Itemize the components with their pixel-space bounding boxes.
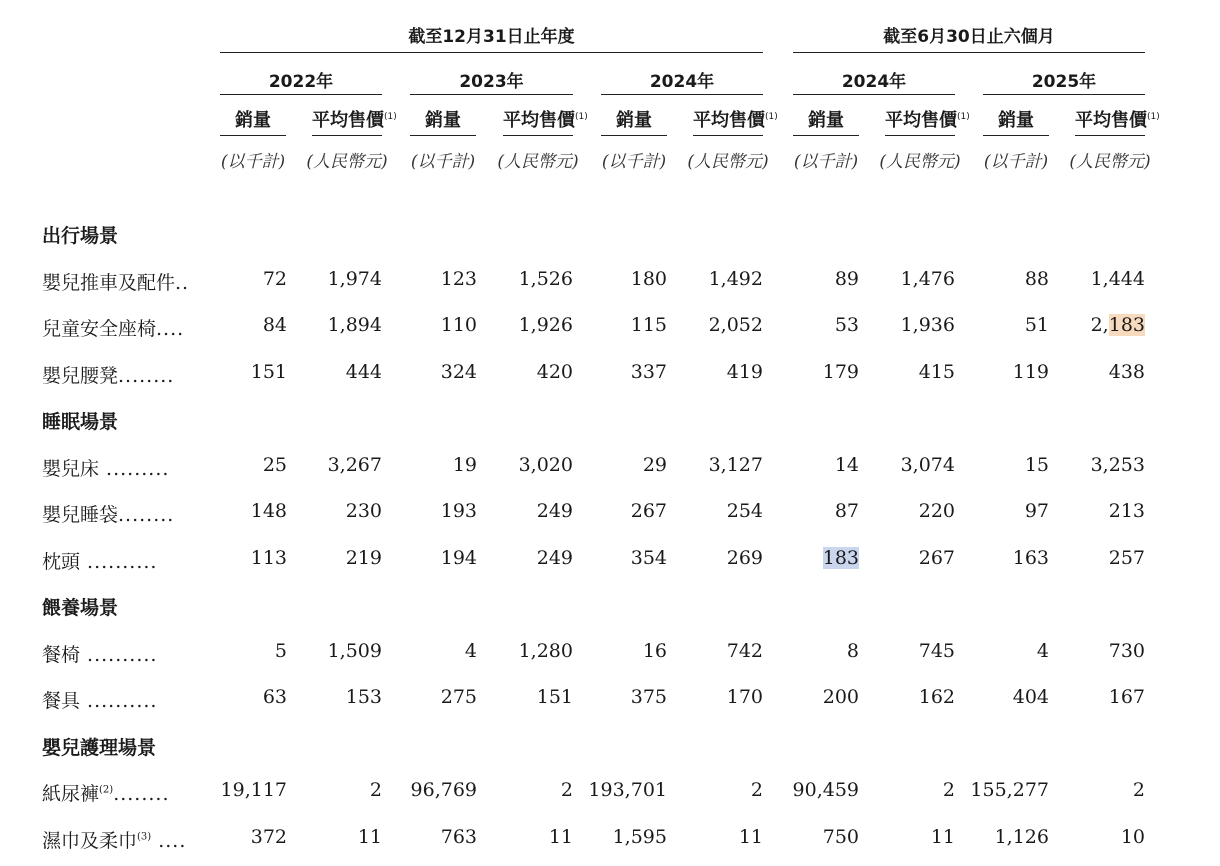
cell-value: 179 [822,360,859,383]
cell-value: 257 [1108,546,1145,569]
cell-value: 1,936 [900,314,955,336]
table-cell [328,268,382,290]
cell-value: 51 [1024,314,1049,336]
table-cell [709,268,763,290]
cell-value: 1,444 [1090,267,1145,290]
volume-col-header: 銷量 [616,110,652,131]
price-col-header: 平均售價$^{(1)}$ [503,110,588,131]
dot-leader: ........ [113,783,170,805]
table-cell [631,686,667,708]
dot-leader: .......... [80,550,158,573]
table-cell [901,454,955,476]
cell-value: 10 [1120,825,1145,848]
cell-value: 25 [262,453,287,476]
cell-value: 89 [834,267,859,290]
table-cell [847,640,859,662]
table-cell [835,314,859,336]
row-label-text: 嬰兒睡袋 [42,504,119,526]
table-cell [727,500,763,522]
cell-value: 97 [1024,500,1049,522]
cell-value: 1,492 [708,267,763,290]
table-cell [1013,686,1049,708]
table-cell [919,361,955,383]
cell-value: 14 [834,453,859,476]
volume-unit: (以千計) [793,152,859,172]
cell-value: 375 [630,686,667,708]
cell-value: 180 [630,267,667,290]
cell-value: 96,769 [410,779,477,801]
table-cell [823,686,859,708]
section-title: 餵養場景 [42,597,119,619]
dot-leader: ......... [99,457,170,480]
table-cell [919,500,955,522]
volume-col-rule [601,135,667,136]
table-cell [631,314,667,336]
table-cell [519,268,573,290]
table-cell [275,640,287,662]
row-label-text: 餐具 [42,690,81,712]
cell-value: 11 [738,825,763,848]
price-col-header: 平均售價$^{(1)}$ [885,110,970,131]
footnote-marker: (1) [1147,112,1160,122]
row-label-text: 兒童安全座椅 [42,318,157,340]
cell-value: 763 [440,825,477,848]
cell-value: 730 [1108,639,1145,662]
cell-value: 372 [250,825,287,848]
table-cell [709,314,763,336]
table-cell [631,547,667,569]
volume-unit: (以千計) [601,152,667,172]
cell-value: 167 [1108,686,1145,708]
table-cell [453,454,477,476]
cell-value: 3,253 [1090,453,1145,476]
table-cell [727,547,763,569]
price-unit: (人民幣元) [497,152,579,172]
cell-value: 119 [1012,360,1049,383]
row-label [42,779,170,806]
row-label [42,547,157,574]
footnote-marker: (1) [575,112,588,122]
table-cell [346,547,382,569]
cell-value: 8 [846,639,859,662]
volume-col-header: 銷量 [808,110,844,131]
table-cell [263,454,287,476]
cell-value: 3,267 [327,453,382,476]
footnote-marker: (3) [137,831,152,843]
dot-leader: .......... [80,643,158,666]
table-cell [1013,547,1049,569]
cell-value: 219 [345,546,382,569]
table-cell [465,640,477,662]
table-cell [793,779,859,801]
cell-value: 151 [536,686,573,708]
cell-value: 324 [440,360,477,383]
table-cell [1109,686,1145,708]
table-cell [919,686,955,708]
cell-value: 162 [918,686,955,708]
row-label [42,500,174,527]
cell-value: 88 [1024,267,1049,290]
header-period-annual-rule [220,52,763,53]
cell-value: 354 [630,546,667,569]
table-cell [1013,361,1049,383]
row-label-text: 嬰兒床 [42,457,100,480]
table-cell [519,454,573,476]
table-cell [370,779,382,801]
cell-value: 123 [440,267,477,290]
price-unit: (人民幣元) [687,152,769,172]
table-cell [709,454,763,476]
section-title: 睡眠場景 [42,411,119,433]
cell-value: 1,926 [518,314,573,336]
table-cell [263,268,287,290]
cell-value: 16 [642,639,667,662]
table-cell [346,361,382,383]
cell-value: 5 [274,639,287,662]
table-cell [346,500,382,522]
cell-value: 1,509 [327,639,382,662]
cell-value: 415 [918,360,955,383]
cell-value: 4 [1036,639,1049,662]
cell-value: 420 [536,360,573,383]
year-header-rule [220,94,382,95]
table-cell [739,826,763,848]
cell-value: 1,894 [327,314,382,336]
cell-value: 19,117 [220,779,287,801]
cell-value: 170 [726,686,763,708]
table-cell [823,826,859,848]
cell-value: 148 [250,500,287,522]
cell-value: 15 [1024,453,1049,476]
cell-value: 2 [942,779,955,801]
section-title: 嬰兒護理場景 [42,736,157,759]
row-label-text: 枕頭 [42,550,81,573]
table-cell [1091,454,1145,476]
cell-value: 155,277 [970,779,1049,801]
volume-col-header: 銷量 [425,110,461,131]
year-header: 2024年 [649,72,715,92]
table-cell [346,686,382,708]
price-unit: (人民幣元) [306,152,388,172]
table-cell [588,779,667,801]
table-cell [823,361,859,383]
table-cell [823,547,859,569]
table-cell [1091,268,1145,290]
cell-value: 63 [262,686,287,708]
price-col-header: 平均售價$^{(1)}$ [693,110,778,131]
price-col-rule [503,135,573,136]
header-period-annual: 截至12月31日止年度 [408,27,575,47]
year-header: 2024年 [841,72,907,92]
footnote-marker: (2) [99,784,114,796]
row-label-text: 嬰兒腰凳 [42,364,119,387]
table-cell [835,268,859,290]
table-cell [537,686,573,708]
table-cell [1109,361,1145,383]
table-cell [1025,500,1049,522]
cell-value: 2 [369,779,382,801]
price-col-rule [312,135,382,136]
cell-value: 3,074 [900,453,955,476]
table-cell [263,314,287,336]
table-cell [1121,826,1145,848]
cell-value: 267 [918,546,955,569]
header-period-six-months: 截至6月30日止六個月 [883,27,1055,47]
table-cell [537,500,573,522]
table-cell [519,314,573,336]
table-cell [1037,640,1049,662]
price-col-header: 平均售價$^{(1)}$ [312,110,397,131]
table-cell [835,454,859,476]
table-cell [901,314,955,336]
table-cell [328,454,382,476]
cell-value-part: 2, [1090,314,1109,336]
volume-col-header: 銷量 [235,110,271,131]
year-header-rule [983,94,1145,95]
table-cell [221,779,287,801]
cell-value: 254 [726,500,763,522]
table-cell [1025,268,1049,290]
table-cell [631,268,667,290]
cell-value: 110 [440,314,477,336]
volume-col-rule [793,135,859,136]
cell-value: 11 [548,825,573,848]
row-label-text: 嬰兒推車及配件 [42,271,176,294]
cell-value: 2 [1132,779,1145,801]
cell-value: 194 [440,546,477,569]
table-cell [537,361,573,383]
cell-value: 267 [630,500,667,522]
cell-value: 151 [250,360,287,383]
year-header-rule [793,94,955,95]
cell-value: 419 [726,360,763,383]
table-cell [995,826,1049,848]
table-cell [328,314,382,336]
table-cell [537,547,573,569]
cell-value: 84 [262,314,287,336]
cell-value: 1,280 [518,639,573,662]
cell-value: 1,526 [518,267,573,290]
dot-leader: .. [175,271,190,294]
table-cell [263,686,287,708]
table-cell [358,826,382,848]
price-unit: (人民幣元) [879,152,961,172]
cell-value: 3,020 [518,453,573,476]
table-cell [328,640,382,662]
cell-value: 115 [630,314,667,336]
table-cell [919,640,955,662]
table-cell [901,268,955,290]
cell-value: 193,701 [588,779,667,801]
volume-unit: (以千計) [410,152,476,172]
cell-value: 90,459 [792,779,859,801]
cell-value: 745 [918,639,955,662]
table-cell [251,361,287,383]
table-cell [441,361,477,383]
cell-value-highlight: 183 [1108,314,1145,336]
dot-leader: .... [151,829,187,852]
row-label [42,361,174,388]
table-cell [411,779,477,801]
table-cell [549,826,573,848]
cell-value: 153 [345,686,382,708]
cell-value: 220 [918,500,955,522]
row-label-text: 紙尿褲 [42,783,100,805]
table-cell [441,268,477,290]
table-cell [727,361,763,383]
table-cell [1091,314,1145,336]
table-cell [631,500,667,522]
price-unit: (人民幣元) [1069,152,1151,172]
table-cell [1025,454,1049,476]
cell-value: 230 [345,500,382,522]
year-header-rule [410,94,573,95]
table-cell [1025,314,1049,336]
table-cell [943,779,955,801]
table-cell [441,500,477,522]
cell-value: 1,126 [994,825,1049,848]
cell-value: 29 [642,453,667,476]
cell-value: 213 [1108,500,1145,522]
table-cell [1109,640,1145,662]
dot-leader: ........ [118,504,175,526]
table-cell [1109,547,1145,569]
table-cell [251,547,287,569]
cell-value: 337 [630,360,667,383]
row-label [42,826,186,853]
table-cell [970,779,1049,801]
cell-value: 249 [536,500,573,522]
table-cell [835,500,859,522]
table-cell [561,779,573,801]
row-label [42,686,157,713]
cell-value: 53 [834,314,859,336]
cell-value: 200 [822,686,859,708]
cell-value: 444 [345,360,382,383]
price-col-header: 平均售價$^{(1)}$ [1075,110,1160,131]
volume-unit: (以千計) [983,152,1049,172]
cell-value: 269 [726,546,763,569]
cell-value: 113 [250,546,287,569]
table-cell [727,640,763,662]
volume-col-rule [983,135,1049,136]
cell-value: 249 [536,546,573,569]
table-cell [643,454,667,476]
dot-leader: .......... [80,690,158,712]
price-col-rule [885,135,955,136]
year-header-rule [601,94,763,95]
table-cell [643,640,667,662]
section-title: 出行場景 [42,225,119,247]
table-cell [613,826,667,848]
price-col-rule [693,135,763,136]
year-header: 2025年 [1031,72,1097,92]
cell-value: 2,052 [708,314,763,336]
dot-leader: .... [156,318,185,340]
cell-value: 2 [560,779,573,801]
cell-value: 404 [1012,686,1049,708]
cell-value: 750 [822,825,859,848]
volume-col-rule [410,135,476,136]
cell-value: 438 [1108,360,1145,383]
price-col-rule [1075,135,1145,136]
cell-value: 3,127 [708,453,763,476]
cell-value: 275 [440,686,477,708]
table-cell [441,686,477,708]
volume-col-header: 銷量 [998,110,1034,131]
cell-value: 1,974 [327,267,382,290]
footnote-marker: (1) [765,112,778,122]
cell-value: 2 [750,779,763,801]
table-cell [931,826,955,848]
row-label [42,314,184,341]
year-header: 2022年 [268,72,334,92]
year-header: 2023年 [459,72,524,92]
table-cell [251,500,287,522]
table-cell [1133,779,1145,801]
row-label [42,268,189,295]
cell-value: 87 [834,500,859,522]
cell-value: 193 [440,500,477,522]
footnote-marker: (1) [384,112,397,122]
cell-value: 72 [262,267,287,290]
row-label-text: 濕巾及柔巾 [42,829,138,852]
cell-value: 1,476 [900,267,955,290]
dot-leader: ........ [118,364,175,387]
table-cell [751,779,763,801]
table-cell [441,547,477,569]
table-cell [441,314,477,336]
volume-col-rule [220,135,286,136]
cell-value: 163 [1012,546,1049,569]
table-cell [441,826,477,848]
table-cell [519,640,573,662]
cell-value: 19 [452,453,477,476]
cell-value: 11 [357,825,382,848]
cell-value: 183 [822,546,859,569]
table-cell [919,547,955,569]
cell-value: 1,595 [612,825,667,848]
table-cell [251,826,287,848]
row-label-text: 餐椅 [42,643,81,666]
table-cell [1109,500,1145,522]
row-label [42,454,169,481]
cell-value: 4 [464,639,477,662]
cell-value: 11 [930,825,955,848]
row-label [42,640,157,667]
header-period-six-months-rule [793,52,1145,53]
table-cell [631,361,667,383]
cell-value: 742 [726,639,763,662]
volume-unit: (以千計) [220,152,286,172]
footnote-marker: (1) [957,112,970,122]
table-cell [727,686,763,708]
